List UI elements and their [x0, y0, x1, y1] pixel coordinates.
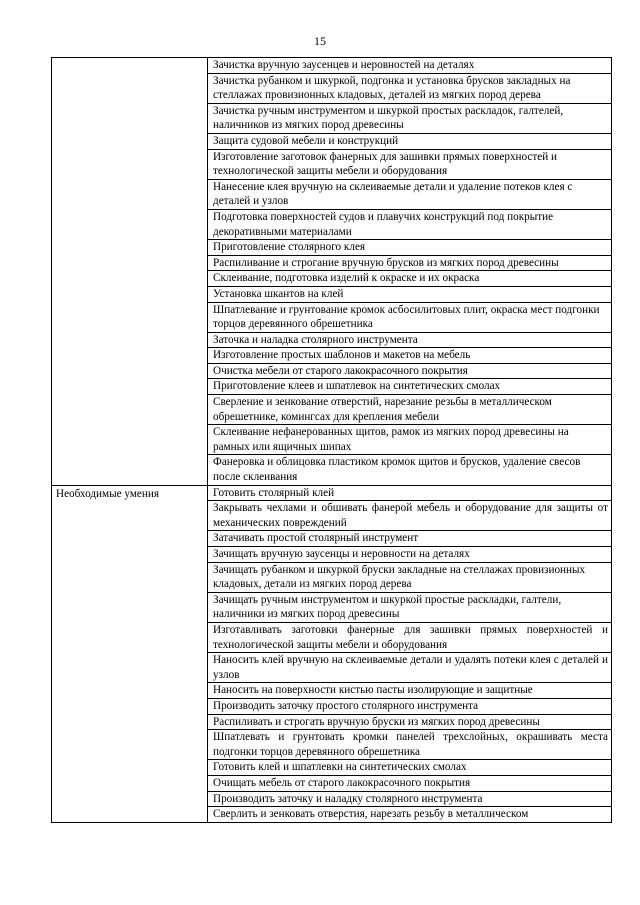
table-cell: Приготовление клеев и шпатлевок на синтетических смолах: [208, 379, 612, 395]
table-cell: Изготовление простых шаблонов и макетов на мебель: [208, 348, 612, 364]
table-cell: Готовить клей и шпатлевки на синтетических смолах: [208, 760, 612, 776]
table-cell: Распиливание и строгание вручную брусков из мягких пород древесины: [208, 255, 612, 271]
table-cell: Очистка мебели от старого лакокрасочного покрытия: [208, 363, 612, 379]
table-cell: Защита судовой мебели и конструкций: [208, 133, 612, 149]
table-cell: Зачищать рубанком и шкуркой бруски закладные на стеллажах провизионных кладовых, детали из мягких пород дерева: [208, 562, 612, 592]
table-cell: Зачистка рубанком и шкуркой, подгонка и установка брусков закладных на стеллажах провизионных кладовых, деталей из мягких пород дерева: [208, 73, 612, 103]
table-cell: Закрывать чехлами и обшивать фанерой мебель и оборудование для защиты от механических повреждений: [208, 501, 612, 531]
table-cell: Зачищать ручным инструментом и шкуркой простые раскладки, галтели, наличники из мягких пород древесины: [208, 592, 612, 622]
section-label-cell: [52, 58, 208, 486]
table-cell: Наносить клей вручную на склеиваемые детали и удалять потеки клея с деталей и узлов: [208, 653, 612, 683]
table-cell: Заточка и наладка столярного инструмента: [208, 332, 612, 348]
table-cell: Зачистка ручным инструментом и шкуркой простых раскладок, галтелей, наличников из мягких пород древесины: [208, 103, 612, 133]
table-cell: Готовить столярный клей: [208, 485, 612, 501]
table-cell: Изготавливать заготовки фанерные для зашивки прямых поверхностей и технологической защиты мебели и оборудования: [208, 622, 612, 652]
table-cell: Зачищать вручную заусенцы и неровности на деталях: [208, 547, 612, 563]
table-cell: Нанесение клея вручную на склеиваемые детали и удаление потеков клея с деталей и узлов: [208, 179, 612, 209]
table-cell: Шпатлевание и грунтование кромок асбосилитовых плит, окраска мест подгонки торцов деревянного обрешетника: [208, 302, 612, 332]
table-cell: Изготовление заготовок фанерных для зашивки прямых поверхностей и технологической защиты мебели и оборудования: [208, 149, 612, 179]
table-cell: Фанеровка и облицовка пластиком кромок щитов и брусков, удаление свесов после склеивания: [208, 455, 612, 485]
table-cell: Зачистка вручную заусенцев и неровностей на деталях: [208, 58, 612, 74]
table-cell: Распиливать и строгать вручную бруски из мягких пород древесины: [208, 714, 612, 730]
table-cell: Затачивать простой столярный инструмент: [208, 531, 612, 547]
requirements-table: [51, 57, 612, 823]
table-row: [52, 485, 612, 501]
table-row: [52, 58, 612, 74]
table-cell: Сверлить и зенковать отверстия, нарезать резьбу в металлическом: [208, 807, 612, 823]
table-cell: Шпатлевать и грунтовать кромки панелей трехслойных, окрашивать места подгонки торцов деревянного обрешетника: [208, 730, 612, 760]
table-cell: Склеивание нефанерованных щитов, рамок из мягких пород древесины на рамных или ящичных шипах: [208, 425, 612, 455]
page-number: 15: [314, 34, 326, 48]
table-cell: Наносить на поверхности кистью пасты изолирующие и защитные: [208, 683, 612, 699]
section-label-cell: Необходимые умения: [52, 485, 208, 822]
table-cell: Установка шкантов на клей: [208, 286, 612, 302]
table-cell: Очищать мебель от старого лакокрасочного покрытия: [208, 775, 612, 791]
table-cell: Приготовление столярного клея: [208, 240, 612, 256]
table-cell: Склеивание, подготовка изделий к окраске и их окраска: [208, 271, 612, 287]
table-cell: Производить заточку простого столярного инструмента: [208, 698, 612, 714]
table-cell: Производить заточку и наладку столярного инструмента: [208, 791, 612, 807]
table-cell: Сверление и зенкование отверстий, нарезание резьбы в металлическом обрешетнике, комингсах для крепления мебели: [208, 395, 612, 425]
table-cell: Подготовка поверхностей судов и плавучих конструкций под покрытие декоративными материалами: [208, 209, 612, 239]
